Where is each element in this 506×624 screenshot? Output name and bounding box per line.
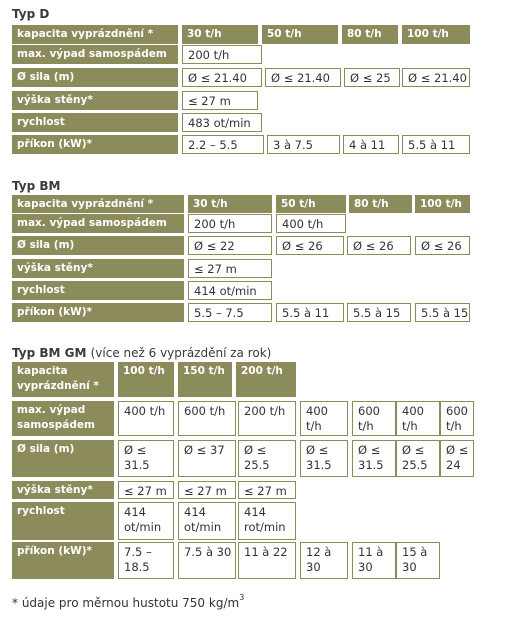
header-cell: 100 t/h (415, 195, 470, 213)
header-cell: 100 t/h (118, 362, 174, 397)
value-cell: 5.5 à 15 (415, 303, 470, 322)
header-cell: 30 t/h (182, 25, 258, 44)
row-label: rychlost (12, 281, 184, 300)
value-cell: 15 à 30 (396, 542, 440, 579)
value-cell: 5.5 à 15 (347, 303, 411, 322)
value-cell: 600 t/h (178, 401, 236, 436)
section-subtitle: (více než 6 vyprázdění za rok) (90, 346, 272, 360)
value-cell: 414 ot/min (178, 502, 236, 540)
value-cell: ≤ 27 m (188, 259, 272, 278)
row-label: výška stěny* (12, 91, 178, 110)
row-label: kapacita vyprázdnění * (12, 25, 178, 44)
value-cell: 11 à 22 (238, 542, 296, 579)
row-label: Ø sila (m) (12, 236, 184, 255)
row-label: příkon (kW)* (12, 542, 114, 579)
header-cell: 80 t/h (349, 195, 412, 213)
section-title (12, 179, 60, 193)
row-label: kapacita vyprázdnění * (12, 195, 184, 213)
header-cell: 200 t/h (236, 362, 296, 397)
value-cell: 600 t/h (440, 401, 474, 436)
value-cell: ≤ 27 m (182, 91, 258, 110)
header-cell: 30 t/h (188, 195, 272, 213)
row-label: výška stěny* (12, 481, 114, 499)
value-cell: ≤ 27 m (118, 481, 174, 499)
value-cell: ≤ 27 m (238, 481, 296, 499)
row-label: max. výpad samospádem (12, 45, 178, 64)
value-cell: 200 t/h (238, 401, 296, 436)
value-cell: 600 t/h (352, 401, 396, 436)
row-label: příkon (kW)* (12, 303, 184, 322)
value-cell: Ø ≤ 25.5 (238, 440, 296, 477)
value-cell: 5.5 à 11 (276, 303, 344, 322)
value-cell: 3 à 7.5 (267, 135, 340, 154)
value-cell: Ø ≤ 31.5 (300, 440, 348, 477)
value-cell: 400 t/h (300, 401, 348, 436)
section-title-text: Typ BM GM (12, 346, 87, 360)
row-label: rychlost (12, 113, 178, 132)
value-cell: 414 ot/min (118, 502, 174, 540)
value-cell: Ø ≤ 26 (347, 236, 411, 255)
section-title (12, 7, 49, 21)
value-cell: 12 à 30 (300, 542, 348, 579)
value-cell: 483 ot/min (182, 113, 262, 132)
value-cell: Ø ≤ 37 (178, 440, 236, 477)
row-label: kapacita vyprázdnění * (12, 362, 114, 397)
header-cell: 150 t/h (178, 362, 232, 397)
row-label: Ø sila (m) (12, 68, 178, 87)
header-cell: 100 t/h (402, 25, 470, 44)
value-cell: 2.2 – 5.5 (182, 135, 264, 154)
value-cell: 200 t/h (188, 214, 272, 233)
row-label: příkon (kW)* (12, 135, 178, 154)
section-title-text: Typ BM (12, 179, 61, 193)
row-label: max. výpad samospádem (12, 401, 114, 436)
value-cell: 7.5 – 18.5 (118, 542, 174, 579)
value-cell: Ø ≤ 26 (415, 236, 470, 255)
header-cell: 80 t/h (342, 25, 398, 44)
value-cell: 5.5 – 7.5 (188, 303, 272, 322)
section-title-text: Typ D (12, 7, 50, 21)
value-cell: 4 à 11 (343, 135, 399, 154)
value-cell: Ø ≤ 22 (188, 236, 272, 255)
value-cell: 414 ot/min (188, 281, 272, 300)
value-cell: 7.5 à 30 (178, 542, 236, 579)
value-cell: 400 t/h (276, 214, 346, 233)
value-cell: 414 rot/min (238, 502, 296, 540)
row-label: rychlost (12, 502, 114, 540)
value-cell: Ø ≤ 25.5 (396, 440, 440, 477)
value-cell: Ø ≤ 31.5 (118, 440, 174, 477)
value-cell: 400 t/h (396, 401, 440, 436)
value-cell: Ø ≤ 24 (440, 440, 474, 477)
value-cell: 200 t/h (182, 45, 262, 64)
row-label: výška stěny* (12, 259, 184, 278)
value-cell: Ø ≤ 26 (276, 236, 344, 255)
header-cell: 50 t/h (262, 25, 338, 44)
value-cell: 400 t/h (118, 401, 174, 436)
section-title (12, 346, 271, 360)
row-label: max. výpad samospádem (12, 214, 184, 233)
value-cell: Ø ≤ 21.40 (182, 68, 262, 87)
value-cell: Ø ≤ 25 (344, 68, 400, 87)
header-cell: 50 t/h (276, 195, 346, 213)
value-cell: Ø ≤ 31.5 (352, 440, 396, 477)
value-cell: Ø ≤ 21.40 (265, 68, 341, 87)
value-cell: Ø ≤ 21.40 (402, 68, 470, 87)
value-cell: 5.5 à 11 (402, 135, 470, 154)
value-cell: 11 à 30 (352, 542, 396, 579)
value-cell: ≤ 27 m (178, 481, 236, 499)
footnote: * údaje pro měrnou hustotu 750 $kg/m^3$ (12, 593, 245, 610)
row-label: Ø sila (m) (12, 440, 114, 477)
